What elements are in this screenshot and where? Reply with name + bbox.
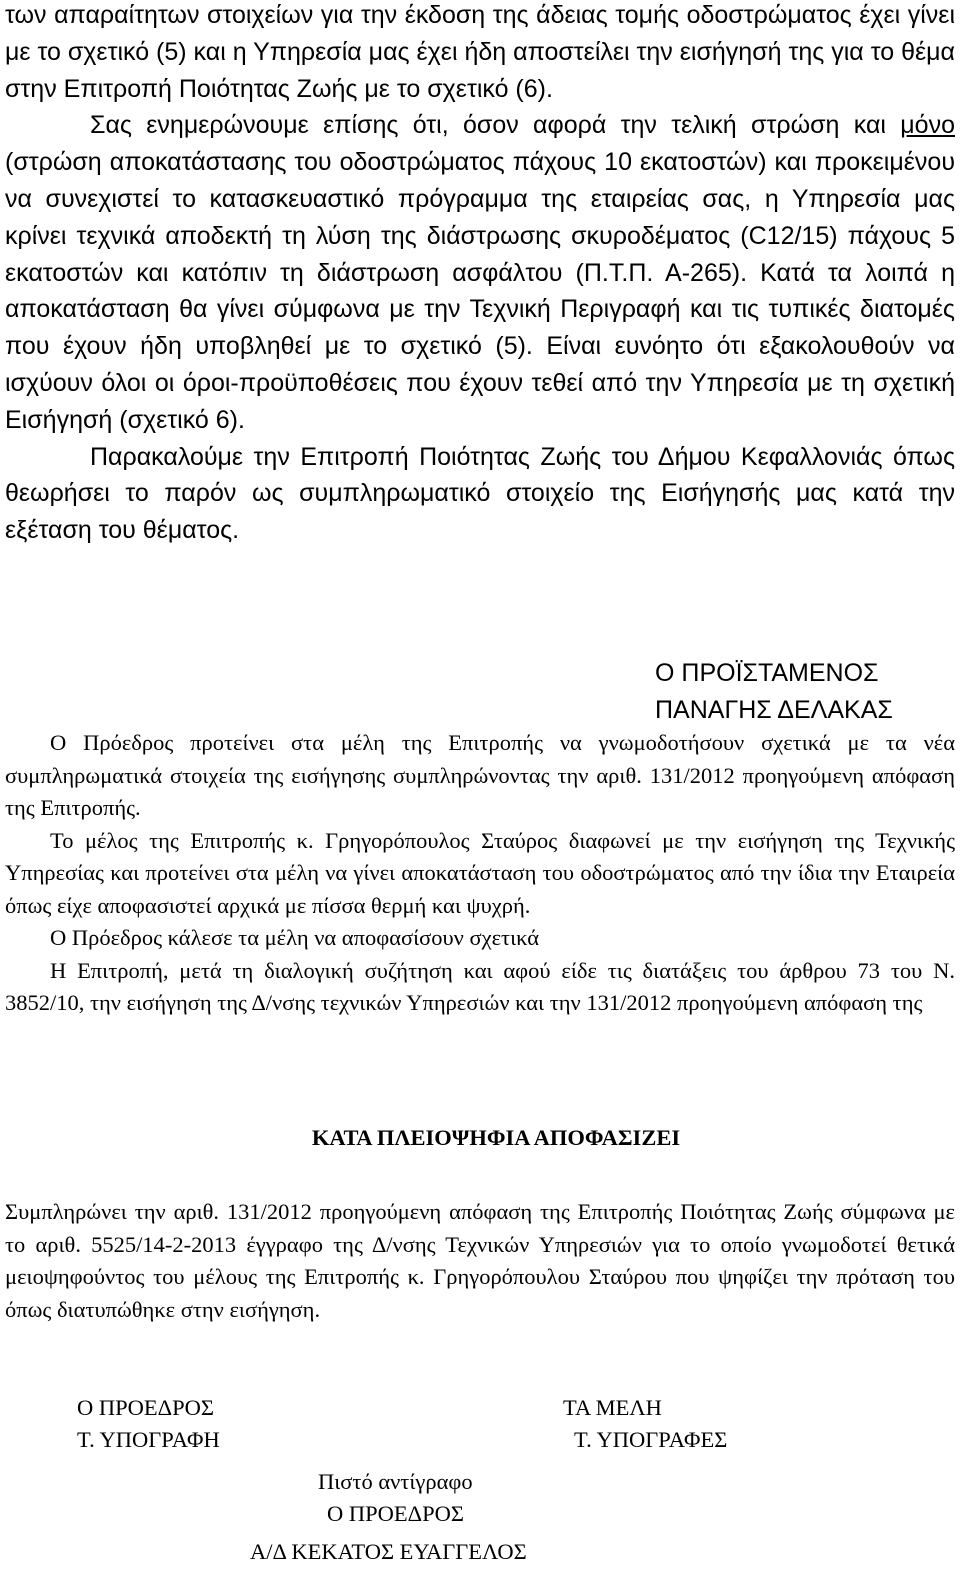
- report-paragraph-2: [5, 107, 955, 438]
- members-signature: Τ. ΥΠΟΓΡΑΦΕΣ: [574, 1427, 728, 1452]
- decision-text: Συμπληρώνει την αριθ. 131/2012 προηγούμενη απόφαση της Επιτροπής Ποιότητας Ζωής σύμφωνα με το αριθ. 5525/14-2-2013 έγγραφο της Δ/νσης Τεχνικών Υπηρεσιών για το οποίο γνωμοδοτεί θετικά μειοψηφούντος του μέλους της Επιτροπής κ. Γρηγορόπουλου Σταύρου που ψηφίζει την πρόταση του όπως διατυπώθηκε στην εισήγηση.: [5, 1199, 955, 1322]
- president-signature: Τ. ΥΠΟΓΡΑΦΗ: [77, 1427, 220, 1452]
- minutes-paragraph-1: Ο Πρόεδρος προτείνει στα μέλη της Επιτροπής να γνωμοδοτήσουν σχετικά με τα νέα συμπληρωματικά στοιχεία της εισήγησης συμπληρώνοντας την αριθ. 131/2012 προηγούμενη απόφαση της Επιτροπής.: [5, 730, 955, 820]
- decision-heading: ΚΑΤΑ ΠΛΕΙΟΨΗΦΙΑ ΑΠΟΦΑΣΙΖΕΙ: [311, 1125, 681, 1150]
- underlined-word: μόνο: [900, 111, 955, 140]
- copy-label: Πιστό αντίγραφο: [318, 1469, 473, 1494]
- minutes-paragraph-3: Ο Πρόεδρος κάλεσε τα μέλη να αποφασίσουν σχετικά: [50, 925, 540, 950]
- report-paragraph-2-intro: Σας ενημερώνουμε επίσης ότι, όσον αφορά την τελική στρώση και: [90, 111, 901, 140]
- report-paragraph-2-rest: (στρώση αποκατάστασης του οδοστρώματος πάχους 10 εκατοστών) και προκειμένου να συνεχιστεί το κατασκευαστικό πρόγραμμα της εταιρείας σας, η Υπηρεσία μας κρίνει τεχνικά αποδεκτή τη λύση της διάστρωσης σκυροδέματος (C12/15) πάχους 5 εκατοστών και κατόπιν τη διάστρωση ασφάλτου (Π.Τ.Π. Α-265). Κατά τα λοιπά η αποκατάσταση θα γίνει σύμφωνα με την Τεχνική Περιγραφή και τις τυπικές διατομές που έχουν ήδη υποβληθεί με το σχετικό (5). Είναι ευνόητο ότι εξακολουθούν να ισχύουν όλοι οι όροι-προϋποθέσεις που έχουν τεθεί από την Υπηρεσία με τη σχετική Εισήγησή (σχετικό 6).: [5, 148, 955, 434]
- report-paragraph-1: των απαραίτητων στοιχείων για την έκδοση της άδειας τομής οδοστρώματος έχει γίνει με το σχετικό (5) και η Υπηρεσία μας έχει ήδη αποστείλει την εισήγησή της για το θέμα στην Επιτροπή Ποιότητας Ζωής με το σχετικό (6).: [5, 1, 955, 103]
- minutes-paragraph-2: Το μέλος της Επιτροπής κ. Γρηγορόπουλος Σταύρος διαφωνεί με την εισήγηση της Τεχνικής Υπηρεσίας και προτείνει στα μέλη να γίνει αποκατάσταση του οδοστρώματος από την ίδια την Εταιρεία όπως είχε αποφασιστεί αρχικά με πίσσα θερμή και ψυχρή.: [5, 827, 955, 918]
- copy-president: Ο ΠΡΟΕΔΡΟΣ: [327, 1501, 464, 1526]
- president-title: Ο ΠΡΟΕΔΡΟΣ: [77, 1395, 214, 1420]
- minutes-paragraph-4: Η Επιτροπή, μετά τη διαλογική συζήτηση και αφού είδε τις διατάξεις του άρθρου 73 του Ν. 3852/10, την εισήγηση της Δ/νσης τεχνικών Υπηρεσιών και την 131/2012 προηγούμενη απόφαση της: [5, 957, 955, 1015]
- report-signature: [655, 655, 955, 729]
- minutes-section: [5, 727, 955, 1020]
- signature-title: Ο ΠΡΟΪΣΤΑΜΕΝΟΣ: [655, 659, 879, 687]
- report-paragraph-3: Παρακαλούμε την Επιτροπή Ποιότητας Ζωής του Δήμου Κεφαλλονιάς όπως θεωρήσει το παρόν ως συμπληρωματικό στοιχείο της Εισήγησής μας κατά την εξέταση του θέματος.: [5, 442, 955, 545]
- members-title: ΤΑ ΜΕΛΗ: [563, 1395, 662, 1420]
- decision-section: [5, 1196, 955, 1326]
- signature-name: ΠΑΝΑΓΗΣ ΔΕΛΑΚΑΣ: [655, 695, 893, 724]
- report-section: [5, 0, 955, 549]
- clerk-name: Α/Δ ΚΕΚΑΤΟΣ ΕΥΑΓΓΕΛΟΣ: [250, 1539, 527, 1564]
